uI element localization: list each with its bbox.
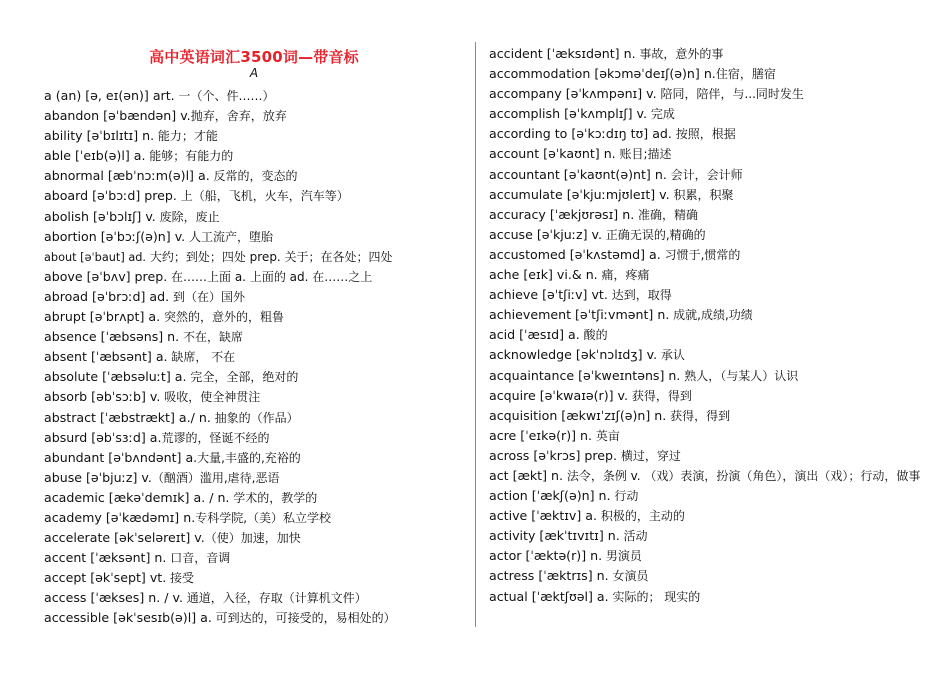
- headword-phonetic: abuse [əˈbjuːz] v.: [44, 469, 152, 485]
- definition: 抛弃，舍弃，放弃: [190, 109, 287, 124]
- definition: 痛，疼痛: [597, 268, 650, 283]
- headword-phonetic: abnormal [æbˈnɔːm(ə)l] a.: [44, 168, 210, 184]
- definition: 不在，缺席: [179, 330, 243, 345]
- definition: 上（船，飞机，火车，汽车等）: [176, 189, 349, 204]
- definition: 接受: [166, 571, 195, 586]
- headword-phonetic: accumulate [əˈkjuːmjʊleɪt] v.: [489, 186, 670, 202]
- word-entry: [489, 225, 920, 245]
- headword-phonetic: absent [ˈæbsənt] a.: [44, 349, 168, 365]
- word-entry: [44, 608, 396, 628]
- headword-phonetic: account [əˈkaʊnt] n.: [489, 146, 616, 162]
- word-entry: [489, 386, 920, 406]
- headword-phonetic: accident [ˈæksɪdənt] n.: [489, 46, 636, 61]
- word-entry: [44, 488, 396, 508]
- definition: （酗酒）滥用,虐待,恶语: [151, 470, 280, 485]
- word-entry: [489, 245, 920, 265]
- definition: 吸收，使全神贯注: [160, 390, 261, 405]
- headword-phonetic: accountant [əˈkaʊnt(ə)nt] n.: [489, 166, 667, 182]
- definition: 积极的，主动的: [597, 509, 685, 524]
- definition: 按照，根据: [671, 127, 736, 142]
- word-entry: [489, 446, 920, 466]
- headword-phonetic: able [ˈeɪb(ə)l] a.: [44, 148, 146, 164]
- definition: 准确，精确: [634, 207, 699, 222]
- word-entry: [489, 44, 920, 64]
- definition: 突然的，意外的，粗鲁: [160, 310, 284, 325]
- headword-phonetic: academy [əˈkædəmɪ] n.: [44, 509, 196, 525]
- headword-phonetic: across [əˈkrɔs] prep.: [489, 447, 618, 463]
- headword-phonetic: accessible [əkˈsesɪb(ə)l] a.: [44, 610, 212, 626]
- definition: 会计，会计师: [666, 167, 743, 182]
- headword-phonetic: ache [eɪk] vi.& n.: [489, 267, 598, 283]
- word-entry: [489, 265, 920, 285]
- headword-phonetic: about [əˈbaut] ad.: [44, 250, 147, 264]
- headword-phonetic: accuracy [ˈækjʊrəsɪ] n.: [489, 206, 635, 222]
- definition: 到（在）国外: [169, 289, 245, 304]
- column-divider: [475, 42, 476, 627]
- word-entry: [44, 166, 396, 186]
- word-entry: [44, 86, 396, 106]
- definition: 行动: [610, 489, 639, 504]
- headword-phonetic: acquire [əˈkwaɪə(r)] v.: [489, 387, 629, 403]
- word-entry: [489, 345, 920, 365]
- word-entry: [44, 267, 396, 287]
- word-entry: [44, 126, 396, 146]
- definition: 人工流产，堕胎: [185, 229, 274, 244]
- headword-phonetic: actor [ˈæktə(r)] n.: [489, 548, 603, 564]
- definition: 专科学院,（美）私立学校: [195, 510, 332, 525]
- headword-phonetic: act [ækt] n.: [489, 467, 563, 483]
- definition: 获得，得到: [666, 408, 731, 423]
- definition: 法令，条例 v. （戏）表演，扮演（角色），演出（戏）；行动，做事: [563, 468, 921, 483]
- definition: 女演员: [608, 569, 649, 584]
- headword-phonetic: absurd [əbˈsɜːd] a.: [44, 429, 162, 445]
- definition: 熟人，（与某人）认识: [680, 368, 799, 383]
- headword-phonetic: active [ˈæktɪv] a.: [489, 508, 598, 524]
- definition: 账目;描述: [615, 147, 672, 162]
- headword-phonetic: acknowledge [əkˈnɔlɪdʒ] v.: [489, 347, 658, 363]
- headword-phonetic: activity [ækˈtɪvɪtɪ] n.: [489, 528, 620, 544]
- definition: 英亩: [592, 428, 620, 443]
- definition: 活动: [619, 529, 648, 544]
- word-entry: [44, 448, 396, 468]
- definition: 口音，音调: [166, 551, 231, 566]
- word-entry: [44, 588, 396, 608]
- headword-phonetic: accommodation [əkɔməˈdeɪʃ(ə)n] n.: [489, 66, 716, 82]
- word-entry: [44, 548, 396, 568]
- word-entry: [489, 506, 920, 526]
- definition: 承认: [657, 348, 685, 363]
- definition: 达到，取得: [607, 288, 672, 303]
- definition: 男演员: [602, 549, 642, 564]
- headword-phonetic: abstract [ˈæbstrækt] a./ n.: [44, 409, 211, 425]
- headword-phonetic: accomplish [əˈkʌmplɪʃ] v.: [489, 106, 648, 122]
- word-entry: [44, 307, 396, 327]
- definition: 可到达的，可接受的，易相处的）: [211, 611, 396, 626]
- page-title: 高中英语词汇3500词—带音标: [149, 48, 359, 66]
- word-entry: [44, 428, 396, 448]
- definition: 荒谬的，怪诞不经的: [161, 430, 270, 445]
- word-entry: [44, 186, 396, 206]
- word-entry: [44, 367, 396, 387]
- headword-phonetic: accept [əkˈsept] vt.: [44, 570, 167, 586]
- left-word-list: [44, 86, 396, 629]
- headword-phonetic: acquaintance [əˈkweɪntəns] n.: [489, 367, 681, 383]
- headword-phonetic: ability [əˈbɪlɪtɪ] n.: [44, 128, 155, 144]
- definition: 正确无误的,精确的: [602, 227, 706, 242]
- definition: 反常的，变态的: [209, 169, 298, 184]
- headword-phonetic: actual [ˈæktʃʊəl] a.: [489, 588, 609, 604]
- word-entry: [44, 468, 396, 488]
- headword-phonetic: according to [əˈkɔːdɪŋ tʊ] ad.: [489, 126, 672, 142]
- word-entry: [489, 546, 920, 566]
- definition: 能力；才能: [154, 129, 218, 144]
- headword-phonetic: abolish [əˈbɔlɪʃ] v.: [44, 208, 156, 224]
- definition: 获得，得到: [628, 388, 692, 403]
- definition: 横过，穿过: [617, 448, 681, 463]
- definition: 事故，意外的事: [635, 47, 724, 61]
- word-entry: [489, 406, 920, 426]
- right-word-list: [489, 44, 920, 607]
- headword-phonetic: academic [ækəˈdemɪk] a. / n.: [44, 489, 230, 505]
- word-entry: [489, 486, 920, 506]
- word-entry: [44, 227, 396, 247]
- word-entry: [489, 526, 920, 546]
- definition: 大量,丰盛的,充裕的: [197, 450, 301, 465]
- definition: 废除，废止: [155, 209, 220, 224]
- definition: 住宿，膳宿: [715, 67, 776, 82]
- definition: 在……上面 a. 上面的 ad. 在……之上: [167, 269, 373, 284]
- definition: 成就,成绩,功绩: [669, 308, 753, 323]
- headword-phonetic: a (an) [ə, eɪ(ən)] art.: [44, 88, 175, 103]
- headword-phonetic: absorb [əbˈsɔːb] v.: [44, 389, 161, 405]
- headword-phonetic: accent [ˈæksənt] n.: [44, 550, 167, 566]
- definition: 实际的； 现实的: [608, 589, 701, 604]
- word-entry: [489, 104, 920, 124]
- headword-phonetic: absence [ˈæbsəns] n.: [44, 329, 180, 345]
- word-entry: [44, 508, 396, 528]
- definition: 缺席， 不在: [167, 350, 236, 365]
- word-entry: [489, 165, 920, 185]
- word-entry: [489, 325, 920, 345]
- word-entry: [44, 207, 396, 227]
- word-entry: [44, 106, 396, 126]
- headword-phonetic: access [ˈækses] n. / v.: [44, 590, 183, 606]
- word-entry: [44, 387, 396, 407]
- headword-phonetic: acquisition [ækwɪˈzɪʃ(ə)n] n.: [489, 407, 667, 423]
- word-entry: [489, 426, 920, 446]
- headword-phonetic: abroad [əˈbrɔːd] ad.: [44, 288, 170, 304]
- section-letter: A: [249, 66, 259, 80]
- definition: （使）加速，加快: [204, 531, 301, 546]
- headword-phonetic: actress [ˈæktrɪs] n.: [489, 568, 609, 584]
- word-entry: [44, 347, 396, 367]
- definition: 抽象的（作品）: [210, 410, 299, 425]
- word-entry: [489, 64, 920, 84]
- word-entry: [489, 366, 920, 386]
- word-entry: [44, 247, 396, 267]
- word-entry: [44, 528, 396, 548]
- word-entry: [489, 466, 920, 486]
- headword-phonetic: accustomed [əˈkʌstəmd] a.: [489, 246, 661, 262]
- headword-phonetic: aboard [əˈbɔːd] prep.: [44, 188, 177, 204]
- definition: 陪同，陪伴，与...同时发生: [656, 87, 804, 102]
- word-entry: [489, 84, 920, 104]
- headword-phonetic: accuse [əˈkjuːz] v.: [489, 226, 603, 242]
- word-entry: [489, 124, 920, 144]
- headword-phonetic: achieve [əˈtʃiːv] vt.: [489, 287, 608, 303]
- word-entry: [489, 205, 920, 225]
- word-entry: [44, 327, 396, 347]
- headword-phonetic: acre [ˈeɪkə(r)] n.: [489, 427, 593, 443]
- word-entry: [489, 566, 920, 586]
- headword-phonetic: acid [ˈæsɪd] a.: [489, 327, 580, 343]
- word-entry: [489, 144, 920, 164]
- word-entry: [44, 287, 396, 307]
- definition: 通道，入径，存取（计算机文件）: [182, 591, 367, 606]
- definition: 积累，积聚: [669, 187, 734, 202]
- definition: 完成: [647, 107, 675, 122]
- definition: 大约；到处；四处 prep. 关于；在各处；四处: [146, 249, 393, 264]
- headword-phonetic: above [əˈbʌv] prep.: [44, 268, 168, 284]
- headword-phonetic: abrupt [əˈbrʌpt] a.: [44, 309, 161, 325]
- headword-phonetic: accelerate [əkˈseləreɪt] v.: [44, 530, 205, 546]
- headword-phonetic: achievement [əˈtʃiːvmənt] n.: [489, 307, 670, 323]
- headword-phonetic: abundant [əˈbʌndənt] a.: [44, 449, 198, 465]
- word-entry: [44, 568, 396, 588]
- word-entry: [44, 408, 396, 428]
- definition: 酸的: [579, 328, 608, 343]
- definition: 学术的，教学的: [229, 490, 318, 505]
- word-entry: [489, 285, 920, 305]
- definition: 一（个、件……）: [174, 89, 275, 103]
- word-entry: [489, 305, 920, 325]
- definition: 习惯于,惯常的: [660, 247, 741, 262]
- word-entry: [489, 587, 920, 607]
- word-entry: [489, 185, 920, 205]
- headword-phonetic: abortion [əˈbɔːʃ(ə)n] v.: [44, 228, 186, 244]
- headword-phonetic: absolute [ˈæbsəluːt] a.: [44, 369, 187, 385]
- headword-phonetic: action [ˈækʃ(ə)n] n.: [489, 488, 611, 504]
- headword-phonetic: abandon [əˈbændən] v.: [44, 108, 191, 124]
- headword-phonetic: accompany [əˈkʌmpənɪ] v.: [489, 86, 657, 102]
- definition: 能够；有能力的: [145, 149, 234, 164]
- word-entry: [44, 146, 396, 166]
- definition: 完全，全部，绝对的: [186, 370, 299, 385]
